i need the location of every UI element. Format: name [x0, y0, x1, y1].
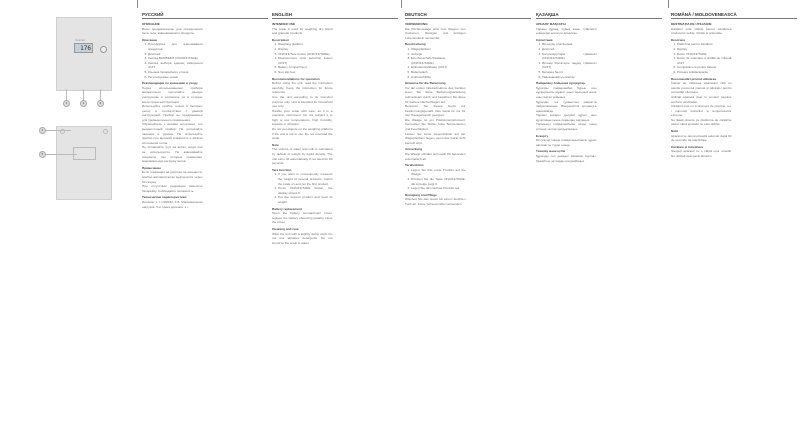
list-item: 5. Batteriefach	[411, 70, 466, 75]
paragraph: Весы предназначены для определения веса тела, взвешиваемого продукта.	[142, 26, 203, 36]
list-item: 3. Legen Sie das nächste Produkt auf.	[411, 186, 466, 191]
fold-mark	[401, 0, 402, 8]
paragraph: Before using the unit, read the instruction carefully. Keep the instruction for future reference.	[272, 81, 333, 95]
section-heading: Note	[272, 142, 279, 147]
leader-line	[45, 130, 71, 131]
paragraph: Do not put objects on the weighing platform if the unit is not in use. Do not overload the scale.	[272, 127, 333, 141]
paragraph: Құралды пайдаланбас бұрын осы нұсқаулықты мұқият оқып шығыңыз және оны сақтап қойыңыз.	[536, 85, 597, 99]
leader-line	[45, 154, 77, 155]
paragraph: Ștergeți aparatul cu o cârpă ușor umedă. Nu utilizați detergenți abrazivi.	[671, 149, 732, 159]
paragraph: Таразы құрғақ, сұйық және түйіршікті өнімдерді өлшеуге арналған.	[536, 26, 597, 36]
list-item: 5. Крышка батарейного отсека	[148, 70, 203, 75]
section-body	[536, 20, 662, 440]
section-kazakh	[536, 12, 662, 440]
numbered-list	[405, 168, 466, 191]
section-heading: Battery replacement	[272, 206, 302, 211]
list-item: 1. Platforma pentru cântărire	[677, 42, 732, 47]
paragraph: Aparatul se deconectează automat după 60 de secunde de inactivitate.	[671, 133, 732, 143]
list-item: 5. Батарея бөлігі	[542, 70, 597, 75]
section-heading: Beschreibung	[405, 42, 426, 47]
list-item: 3. Put the second product and read its weight.	[278, 195, 333, 204]
list-item: 2. Drücken Sie die Taste ON/OFF/TARE, die Anzeige zeigt 0.	[411, 177, 466, 186]
section-heading: VERWENDUNG	[405, 22, 428, 26]
list-item: 1. Платформа для взвешивания продуктов	[148, 42, 203, 51]
section-heading: Примечание	[142, 165, 161, 170]
section-heading: АРНАЛУ МАҚСАТЫ	[536, 22, 566, 26]
language-title: ROMÂNĂ / MOLDOVENEASCĂ	[671, 12, 797, 19]
section-body	[405, 20, 531, 440]
section-heading: Notă	[671, 129, 678, 134]
unit-button-icon	[100, 46, 107, 53]
list-item: 3. Қосу/өшіру/тара түймешігі (ON/OFF/TARE)	[542, 52, 597, 61]
section-heading: Curățare și întreținere	[671, 144, 704, 149]
section-heading: Hinweise für die Benutzung	[405, 81, 446, 86]
list-item: 4. Einheitenwahltaste (UNIT)	[411, 65, 466, 70]
list-item: 3. Buton ON/OFF/TARE	[677, 52, 732, 57]
section-heading: INTENDED USE	[272, 22, 296, 26]
paragraph: Если показания на дисплее не меняются, прибор автоматически выключится через 60 секунд.	[142, 170, 203, 184]
scale-back-view	[56, 126, 112, 200]
section-heading: Описание	[142, 37, 158, 42]
list-item: 4. Кнопка выбора единиц измерения UNIT	[148, 61, 203, 70]
section-heading: Descriere	[671, 37, 686, 42]
section-romanian	[671, 12, 797, 440]
section-body	[671, 20, 797, 440]
section-body	[142, 20, 268, 440]
numbered-list	[536, 42, 597, 79]
callout-1: 1	[63, 100, 70, 107]
list-item: 2. Press ON/OFF/TARE button, the display shows 0.	[278, 186, 333, 195]
list-item: 1. Wägeplattform	[411, 47, 466, 52]
paragraph: Құралды сәл дымқыл матамен сүртіңіз. Қажайтын заттарды қолданбаңыз.	[536, 154, 597, 163]
fold-mark	[137, 0, 138, 8]
paragraph: The scale is used for weighing dry, liquid and granular products.	[272, 26, 333, 36]
paragraph: Cântarul este un instrument de precizie, nu-l supuneți loviturilor și temperaturilor extreme.	[671, 104, 732, 118]
paragraph: Wipe the unit with a slightly damp cloth. Do not use abrasive detergents. Do not immerse the scale in water.	[272, 231, 333, 245]
paragraph: Benutzen Sie dieses Gerät nur bestimmungsgemäß. Das Gerät ist nur für den Hausgebrauch geeignet.	[405, 104, 466, 118]
fold-mark	[668, 0, 669, 8]
numbered-list	[272, 42, 333, 74]
list-item: 5. Compartiment pentru baterie	[677, 65, 732, 70]
callout-3: 3	[97, 100, 104, 107]
paragraph: Құралды тек тұрмыстық мақсатта пайдаланыңыз. Өнеркәсіптік қолдануға арналмаған.	[536, 99, 597, 113]
callout-5: 5	[39, 151, 46, 158]
section-heading: Anmerkung	[405, 147, 423, 152]
paragraph: Înainte de utilizarea aparatului citiți cu atenție prezentul manual și păstrați-l pentru consultări ulterioare.	[671, 81, 732, 95]
language-title: РУССКИЙ	[142, 12, 268, 19]
list-item: 3. ON/OFF/Tare button (ON/OFF/TARE)	[278, 52, 333, 57]
paragraph: Wischen Sie das Gerät mit einem feuchten Tuch ab. Keine Scheuermittel verwenden.	[405, 197, 466, 206]
section-heading: Рекомендации по хранению и уходу	[142, 81, 198, 86]
section-heading: Recommendations for operation	[272, 76, 320, 81]
section-heading: DESTINAȚIA DE UTILIZARE	[671, 22, 712, 26]
numbered-list	[272, 172, 333, 204]
paragraph: Таразы жоғары дәлдікті құрал, оны құлатпаңыз және соққыдан сақтаңыз.	[536, 113, 597, 122]
paragraph: При отсутствии индикации замените батарейку. Соблюдайте полярность.	[142, 184, 203, 193]
paragraph: Таразыны пайдаланбаған кезде оның үстінде заттар қалдырмаңыз.	[536, 122, 597, 132]
list-item: 4. Өлшем бірліктерін таңдау түймешігі (UNIT)	[542, 61, 597, 70]
numbered-list	[405, 47, 466, 79]
list-item: 3. Ein-/Ausschalt-/Tarataste (ON/OFF/TARE)	[411, 56, 466, 65]
list-item: 6. Регулируемые ножки	[148, 75, 203, 80]
paragraph: Питание: 1 × CR2032, 3 В. Максимальная нагрузка: 5 кг. Цена деления: 1 г.	[142, 199, 203, 209]
list-item: 1. Weighing platform	[278, 42, 333, 47]
section-heading: Cleaning and care	[272, 226, 299, 231]
section-german	[405, 12, 531, 440]
paragraph: Utilizați aparatul doar în scopuri casnice conform destinației.	[671, 94, 732, 104]
paragraph: Перед использованием прибора внимательно прочитайте данную инструкцию и сохраните её в течение всего срока эксплуатации.	[142, 85, 203, 104]
scale-front-view	[56, 17, 112, 91]
list-item: 1. If you want to consequently measure the weight of several products, switch the scale on and put the first product.	[278, 172, 333, 186]
paragraph: Use the unit according to its intended purpose only. Unit is intended for household use only.	[272, 94, 333, 109]
section-heading: Тазалау және күтім	[536, 149, 566, 154]
callout-2: 2	[80, 100, 87, 107]
paragraph: The volume of water and milk is calculated by default of weight by liquid density. The unit turns off automatically if not used for 60 seconds.	[272, 147, 333, 166]
list-item: 2. Дисплей	[148, 52, 203, 57]
numbered-list	[142, 42, 203, 79]
list-item: 3. Кнопка ВКЛ/ВЫКЛ (ON/OFF/TARE)	[148, 56, 203, 61]
list-item: 1. Өлшеуіш платформа	[542, 42, 597, 47]
section-english	[272, 12, 398, 440]
list-item: 2. Display	[278, 47, 333, 52]
list-item: 2. Anzeige	[411, 52, 466, 57]
paragraph: Nu lăsați obiecte pe platforma de cântărire atunci când aparatul nu este utilizat.	[671, 117, 732, 127]
language-title: DEUTSCH	[405, 12, 531, 19]
section-heading: ОПИСАНИЕ	[142, 22, 160, 26]
foot-icon	[103, 129, 108, 134]
list-item: 6. Picioare antiderapante	[677, 70, 732, 75]
list-item: 2. Display	[677, 47, 732, 52]
paragraph: Open the battery compartment cover, replace the battery observing polarity, close the cover.	[272, 211, 333, 225]
product-figure	[0, 0, 137, 444]
display: 176	[74, 43, 93, 53]
language-title: ҚАЗАҚША	[536, 12, 662, 19]
section-russian	[142, 12, 268, 440]
section-heading: Технические характеристики	[142, 195, 187, 200]
section-heading: Recomandări privind utilizarea	[671, 76, 717, 81]
paragraph: Die Waage ist ein Präzisionsinstrument. Vermeiden Sie Stöße, hohe Temperaturen und Feuchtigkeit.	[405, 117, 466, 132]
paragraph: Используйте прибор только в бытовых целях в соответствии с данной инструкцией. Прибор не предназначен для промышленного применения.	[142, 104, 203, 122]
paragraph: Lassen Sie keine Gegenstände auf der Wägeplattform liegen, wenn das Gerät nicht benutzt wird.	[405, 131, 466, 145]
paragraph: Vor der ersten Inbetriebnahme des Gerätes lesen Sie diese Bedienungsanleitung aufmerksam durch und bewahren Sie diese für weitere Nachschlagen auf.	[405, 85, 466, 104]
list-item: 2. Дисплей	[542, 47, 597, 52]
language-title: ENGLISH	[272, 12, 398, 19]
list-item: 6. Тайғанамайтын аяқтар	[542, 75, 597, 80]
paragraph: Cântarul este utilizat pentru cântărirea produselor solide, lichide și granulate.	[671, 26, 732, 36]
paragraph: Не оставляйте груз на весах, когда они не используются. Не взвешивайте предметы, вес которых превышает максимальную нагрузку весов.	[142, 145, 203, 164]
paragraph: Die Waage schaltet sich nach 60 Sekunden automatisch ab.	[405, 152, 466, 161]
list-item: 4. Buton de selectare a unității de măsură UNIT	[677, 56, 732, 65]
list-item: 1. Legen Sie das erste Produkt auf die Waage.	[411, 168, 466, 177]
section-heading: Ескерту	[536, 133, 549, 138]
paragraph: 60 секунд ішінде пайдаланылмаса, құрал автоматты түрде өшеді.	[536, 138, 597, 147]
paragraph: Die Küchenwaage wird zum Wiegen von trockenen, flüssigen und körnigen Lebensmitteln verwendet.	[405, 26, 466, 40]
paragraph: Handle your scale with care, as it is a precision instrument. Do not subject it to high or low temperatures, high humidity, impacts or vibration.	[272, 108, 333, 127]
numbered-list	[671, 42, 732, 74]
list-item: 6. Antirutschfüße	[411, 75, 466, 80]
section-heading: Reinigung und Pflege	[405, 192, 437, 197]
list-item: 4. Measurement units selection button (UNIT)	[278, 56, 333, 65]
list-item: 6. Non-slip feet	[278, 70, 333, 75]
section-body	[272, 20, 398, 440]
section-heading: Пайдалану бойынша нұсқаулар	[536, 81, 585, 86]
section-heading: Сипаттама	[536, 37, 553, 42]
section-heading: Tarafunktion	[405, 163, 424, 168]
callout-4: 4	[39, 127, 46, 134]
brand-logo: Scarlett	[75, 38, 86, 42]
section-heading: Description	[272, 37, 290, 42]
section-heading: Tare function	[272, 167, 292, 172]
list-item: 5. Battery compartment	[278, 65, 333, 70]
paragraph: Обращайтесь с весами осторожно, это высокоточный прибор. Не допускайте падения и ударов. Не используйте прибор при высокой влажности и вблизи источников тепла.	[142, 122, 203, 145]
